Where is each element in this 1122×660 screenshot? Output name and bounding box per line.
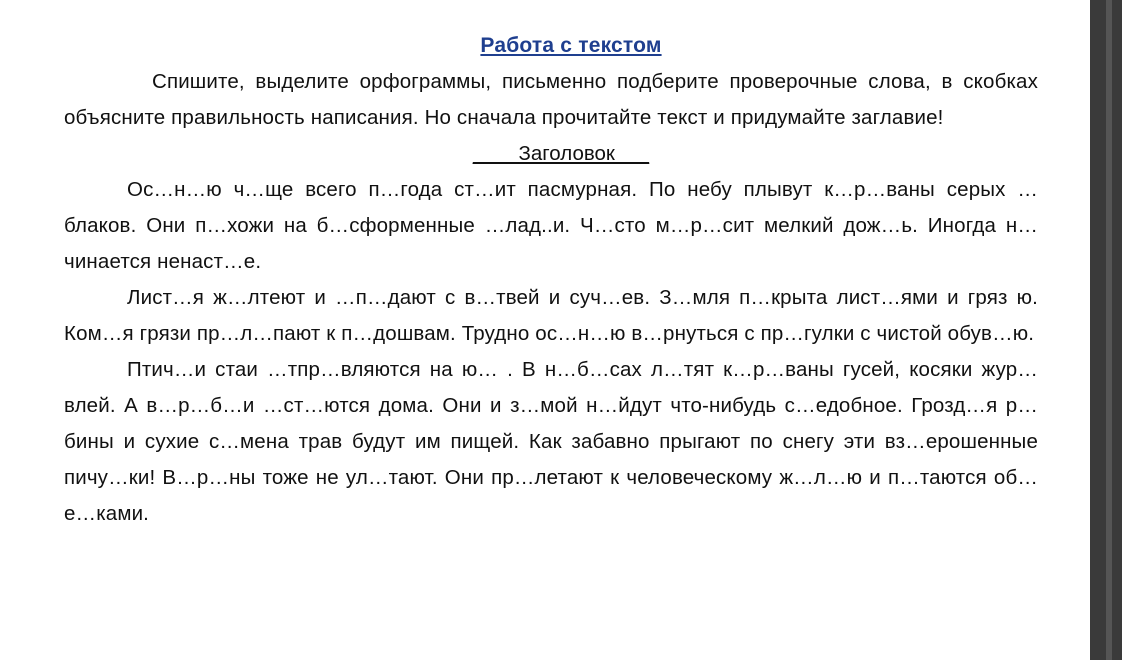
instructions-paragraph: Спишите, выделите орфограммы, письменно подберите проверочные слова, в скобках объясните правильность написания. Но сначала прочитайте текст и придумайте заглавие! xyxy=(64,70,1038,129)
vertical-scrollbar-thumb[interactable] xyxy=(1106,0,1112,660)
text-paragraph-1: Ос…н…ю ч…ще всего п…года ст…ит пасмурная. По небу плывут к…р…ваны серых …блаков. Они п…хожи на б…сформенные …лад..и. Ч…сто м…р…сит мелкий дож…ь. Иногда н…чинается ненаст…е. xyxy=(64,178,1038,273)
text-paragraph-3: Птич…и стаи …тпр…вляются на ю… . В н…б…сах л…тят к…р…ваны гусей, косяки жур…влей. А в…р…б…и …ст…ются дома. Они и з…мой н…йдут что-нибудь с…едобное. Грозд…я р…бины и сухие с…мена трав будут им пищей. Как забавно прыгают по снегу эти вз…ерошенные пичу…ки! В…р…ны тоже не ул…тают. Они пр…летают к человеческому ж…л…ю и п…таются об…е…ками. xyxy=(64,358,1038,525)
placeholder-heading xyxy=(84,136,1038,172)
placeholder-heading-text: ____Заголовок___ xyxy=(472,142,650,165)
document-title: Работа с текстом xyxy=(480,34,662,57)
text-paragraph-2: Лист…я ж…лтеют и …п…дают с в…твей и суч…ев. З…мля п…крыта лист…ями и гряз ю. Ком…я грязи пр…л…пают к п…дошвам. Трудно ос…н…ю в…рнуться с пр…гулки с чистой обув…ю. xyxy=(64,286,1038,345)
